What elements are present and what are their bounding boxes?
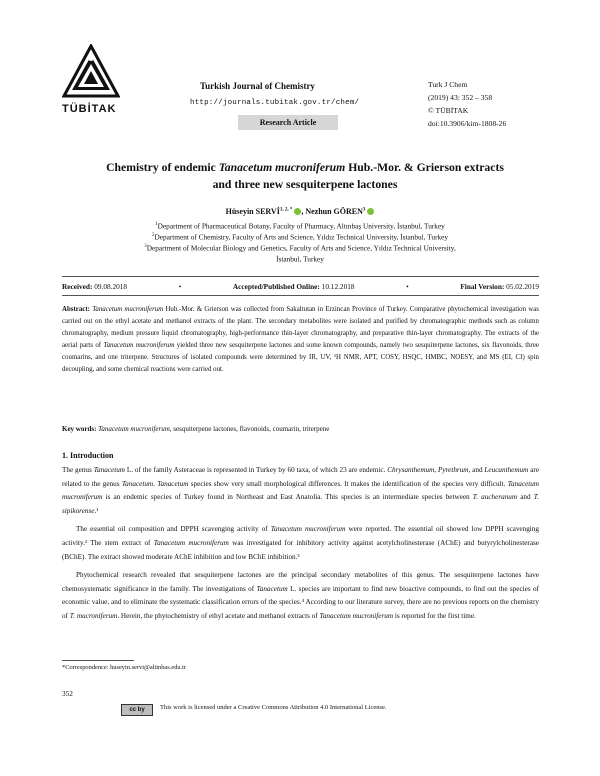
- affiliation: $^1$Department of Pharmaceutical Botany, Faculty of Pharmacy, Altınbaş University, İstanbul, Turkey: [155, 221, 445, 231]
- text-run: Tanacetum: [93, 466, 125, 474]
- author-name[interactable]: Hüseyin SERVİ: [225, 207, 280, 216]
- correspondence-footnote: *Correspondence: huseyin.servi@altinbas.edu.tr: [62, 664, 187, 671]
- text-run: is an endemic species of Turkey found in Northeast and East Anatolia. This species is an intermediate species between: [102, 493, 473, 502]
- paragraph: [62, 464, 539, 518]
- text-run: Tanacetum mucroniferum: [319, 611, 394, 620]
- orcid-icon[interactable]: [367, 208, 374, 215]
- text-run: is reported for the first time.: [393, 611, 476, 620]
- text-run: Tanacetum: [121, 479, 154, 488]
- license-text: This work is licensed under a Creative Commons Attribution 4.0 International License.: [160, 704, 387, 711]
- text-run: species show very small morphological differences. It makes the identification of the species very difficult.: [188, 479, 508, 488]
- text-run: L. species are important to find new bioactive compounds, to find out the species of economic value, and to eliminate the systematic classification errors of the species.⁴ According to our literature survey, there are no previous reports on the chemistry of: [62, 584, 539, 620]
- meta-journal: Turk J Chem: [428, 80, 468, 89]
- text-run: are related to the genus: [62, 466, 539, 488]
- journal-url[interactable]: http://journals.tubitak.gov.tr/chem/: [190, 99, 360, 107]
- text-run: T. mucroniferum: [69, 611, 118, 620]
- text-run: Tanacetum mucroniferum: [153, 538, 229, 547]
- article-title: Chemistry of endemic Tanacetum mucroniferum Hub.-Mor. & Grierson extracts and three new sesquiterpene lactones: [106, 161, 504, 191]
- author-name[interactable]: Nezhun GÖREN: [305, 207, 363, 216]
- section-heading: 1. Introduction: [62, 451, 114, 460]
- text-run: and: [517, 493, 534, 502]
- final-date: Final Version: 05.02.2019: [460, 282, 539, 291]
- text-run: , and: [468, 466, 485, 474]
- accepted-date: Accepted/Published Online: 10.12.2018: [232, 282, 355, 291]
- affiliation: İstanbul, Turkey: [276, 254, 324, 264]
- text-run: Tanacetum: [256, 584, 288, 593]
- divider: [62, 295, 539, 296]
- text-run: The genus: [62, 466, 94, 474]
- paragraph: [62, 523, 539, 564]
- article-type-badge: Research Article: [238, 115, 338, 130]
- meta-volume: (2019) 43: 352 – 358: [428, 93, 493, 102]
- meta-copyright: © TÜBİTAK: [428, 106, 469, 115]
- affiliation: $^3$Department of Molecular Biology and Genetics, Faculty of Arts and Science, Yıldız Technical University,: [144, 243, 456, 253]
- text-run: The essential oil composition and DPPH scavenging activity of: [76, 525, 271, 534]
- text-run: Phytochemical research revealed that sesquiterpene lactones are the principal secondary metabolites of this genus. The sesquiterpene lactones have chemosystematic significance in the family. The investigations of: [62, 571, 539, 593]
- text-run: L. of the family Asteraceae is represented in Turkey by 60 taxa, of which 23 are endemic.: [124, 466, 388, 474]
- text-run: . Herein, the phytochemistry of ethyl acetate and methanol extracts of: [117, 611, 320, 620]
- dates-row: Received: 09.08.2018 • Accepted/Published Online: 10.12.2018 • Final Version: 05.02.2019: [62, 282, 539, 291]
- journal-name: Turkish Journal of Chemistry: [200, 81, 315, 91]
- meta-doi[interactable]: doi:10.3906/kim-1808-26: [428, 119, 507, 128]
- text-run: T. sipikorense: [62, 493, 539, 515]
- logo-wordmark: TÜBİTAK: [62, 103, 117, 115]
- text-run: Chrysanthemum: [387, 466, 435, 474]
- intro-body: [62, 464, 539, 624]
- text-run: Tanacetum mucroniferum: [270, 525, 346, 534]
- abstract: Abstract: Tanacetum mucroniferum Hub.-Mor. & Grierson was collected from Sakaltutan in Erzincan Province of Turkey. Comparative phytochemical investigation was carried out on the ethyl acetate and methanol extracts of the plant. The secondary metabolites were isolated and purified by chromatographic methods such as column chromatography, medium pressure liquid chromatography, high-performance thin-layer chromatography, and preparative thin-layer chromatography. The extracts of the aerial parts of Tanacetum mucroniferum yielded three new sesquiterpene lactones and some known compounds, namely two sesquiterpene lactones, six flavonoids, three coumarins, and one triterpene. Structures of isolated compounds were determined by IR, UV, ¹H NMR, APT, COSY, HSQC, HMBC, NOESY, and MS (EI, CI) spin decoupling, and some chemical reactions were carried out.: [62, 306, 539, 373]
- footnote-divider: [62, 660, 134, 661]
- text-run: Leucanthemum: [484, 466, 529, 474]
- paragraph: [62, 569, 539, 623]
- text-run: .: [153, 479, 158, 488]
- text-run: .¹: [94, 506, 99, 515]
- text-run: were reported. The essential oil showed low DPPH scavenging activity.² The stem extract of: [62, 525, 539, 547]
- text-run: was investigated for inhibitory activity against acetylcholinesterase (AChE) and butyrylcholinesterase (BChE). The extract showed moderate AChE inhibition and low BChE inhibition.³: [62, 538, 539, 561]
- affiliation: $^2$Department of Chemistry, Faculty of Arts and Science, Yıldız Technical University, İstanbul, Turkey: [151, 232, 449, 242]
- received-date: Received: 09.08.2018: [62, 282, 128, 291]
- text-run: Pyrethrum: [438, 466, 469, 474]
- page-number: 352: [62, 689, 73, 698]
- text-run: Tanacetum: [157, 479, 189, 488]
- authors: Hüseyin $SERVİ^{1, 2, *}$ , Nezhun GÖREN$^3$: [0, 207, 600, 216]
- text-run: T. aucheranum: [472, 493, 518, 502]
- keywords: Key words: Tanacetum mucroniferum, sesquiterpene lactones, flavonoids, coumarin, triterpene: [62, 425, 330, 433]
- divider: [62, 276, 539, 277]
- text-run: ,: [434, 466, 439, 474]
- cc-license-icon[interactable]: cc by: [121, 704, 153, 716]
- tubitak-logo-icon: [62, 44, 120, 104]
- text-run: Tanacetum mucroniferum: [62, 479, 539, 502]
